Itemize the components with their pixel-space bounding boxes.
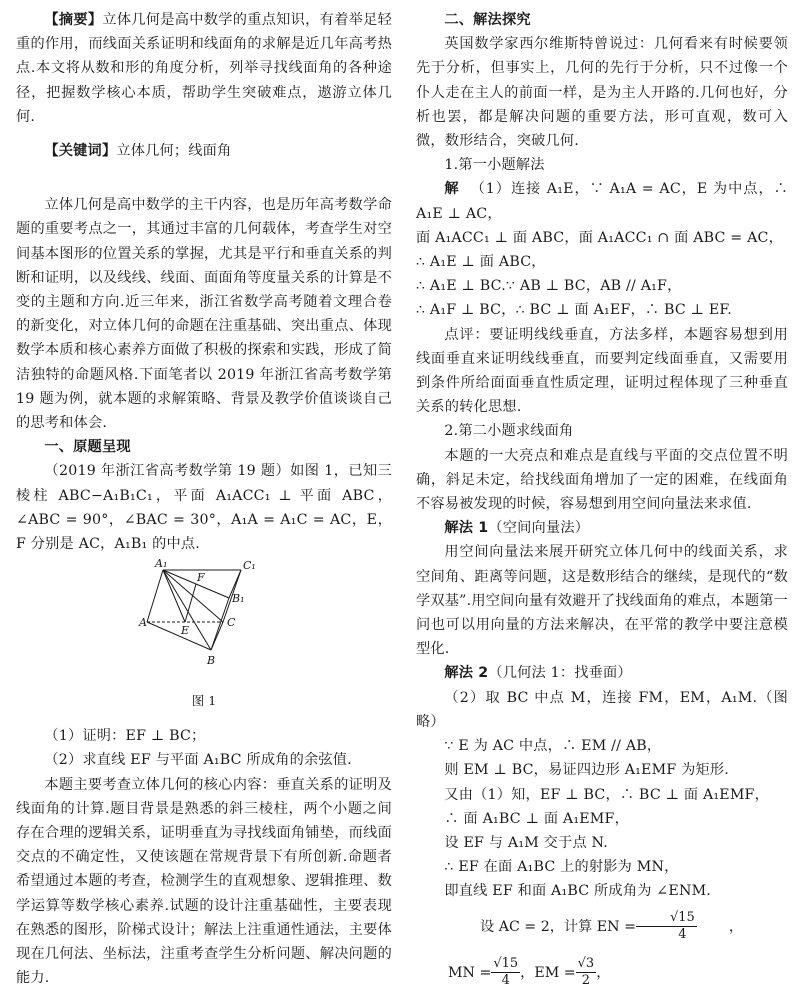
edge-a1a — [147, 570, 163, 622]
abstract-label: 【摘要】 — [44, 12, 103, 28]
method1-title: （空间向量法） — [488, 520, 590, 537]
analysis-paragraph: 本题主要考查立体几何的核心内容：垂直关系的证明及线面角的计算.题目背景是熟悉的斜三棱柱，两个小题之间存在合理的逻辑关系，证明垂直为寻找线面角铺垫，而线面交点的不确定性，又使该题在常规背景下有所创新.命题者希望通过本题的考查，检测学生的直观想象、逻辑推理、数学运算等数学核心素养.试题的设计注重基础性，主要表现在熟悉的图形，阶梯式设计；解法上注重通性通法，主要体现在几何法、坐标法，注重考查学生分析问题、解决问题的能力. — [16, 776, 392, 987]
solution-line-5: ∴ A₁F ⊥ BC，∴ BC ⊥ 面 A₁EF，∴ BC ⊥ EF. — [416, 302, 732, 319]
calc2-fraction-1 — [491, 956, 520, 989]
section1-heading: 一、原题呈现 — [44, 439, 131, 456]
solution-line-3: ∴ A₁E ⊥ 面 ABC， — [416, 254, 546, 271]
abstract-text: 立体几何是高中数学的重点知识，有着举足轻重的作用，而线面关系证明和线面角的求解是近几年高考热点.本文将从数和形的角度分析，列举寻找线面角的各种途径，把握数学核心本质，帮助学生突破难点，遨游立体几何. — [16, 12, 392, 125]
solution-line-4: ∴ A₁E ⊥ BC.∵ AB ⊥ BC，AB // A₁F， — [416, 278, 682, 295]
calc-line-1 — [416, 904, 788, 950]
method2-line-1: （2）取 BC 中点 M，连接 FM，EM，A₁M.（图略） — [416, 689, 788, 730]
keywords-label: 【关键词】 — [44, 143, 117, 160]
calc2-suffix: ， — [596, 964, 611, 981]
calc2-denominator-1: 4 — [501, 973, 510, 989]
quote-paragraph: 英国数学家西尔维斯特曾说过：几何看来有时候要领先于分析，但事实上，几何的先行于分析，只不过像一个仆人走在主人的前面一样，是为主人开路的.几何也好，分析也罢，都是解决问题的重要方法，形可直观，数可入微，数形结合，突破几何. — [416, 36, 788, 150]
method2-line-4: 又由（1）知，EF ⊥ BC，∴ BC ⊥ 面 A₁EMF， — [444, 786, 769, 803]
figure-1 — [16, 557, 392, 710]
edge-ab — [147, 622, 211, 650]
abstract — [16, 8, 392, 129]
calc1-suffix: ， — [728, 918, 744, 935]
sub2-paragraph: 本题的一大亮点和难点是直线与平面的交点位置不明确，斜足未定，给找线面角增加了一定的困难，在线面角不容易被发现的时候，容易想到用空间向量法来求值. — [416, 447, 788, 513]
solution-label: 解 — [444, 181, 460, 198]
calc2-mid: ，EM = — [520, 964, 576, 981]
method2-line-7: ∴ EF 在面 A₁BC 上的射影为 MN， — [444, 859, 679, 876]
calc2-numerator-2: √3 — [577, 956, 595, 972]
sub1-heading: 1.第一小题解法 — [444, 157, 545, 174]
calc2-prefix: MN = — [448, 964, 492, 981]
prism-diagram — [139, 557, 271, 678]
label-c: C — [227, 616, 236, 630]
method2-heading — [416, 661, 788, 685]
method2-line-3: 则 EM ⊥ BC，易证四边形 A₁EMF 为矩形. — [444, 762, 729, 779]
right-column — [416, 8, 788, 996]
question-1: （1）证明：EF ⊥ BC； — [44, 728, 206, 745]
calc2-denominator-2: 2 — [581, 973, 591, 989]
keywords — [16, 139, 392, 163]
sub2-heading: 2.第二小题求线面角 — [444, 423, 574, 440]
label-f: F — [197, 571, 205, 585]
left-column — [16, 8, 392, 991]
solution-step-1: （1）连接 A₁E，∵ A₁A = AC，E 为中点，∴ A₁E ⊥ AC， — [416, 181, 789, 222]
calc1-fraction — [636, 910, 697, 943]
method2-label: 解法 2 — [444, 665, 489, 682]
calc2-numerator-1: √15 — [493, 956, 519, 972]
label-c1: C₁ — [243, 559, 256, 573]
method1-label: 解法 1 — [444, 520, 489, 537]
keywords-text: 立体几何；线面角 — [116, 143, 232, 160]
label-b: B — [207, 654, 216, 668]
calc1-numerator: √15 — [636, 910, 697, 927]
label-b1: B₁ — [232, 592, 245, 606]
question-2: （2）求直线 EF 与平面 A₁BC 所成角的余弦值. — [44, 752, 352, 769]
calc1-prefix: 设 AC = 2，计算 EN = — [480, 918, 636, 935]
solution-line-1 — [416, 177, 788, 225]
method2-title: （几何法 1：找垂面） — [488, 665, 632, 682]
problem-statement: （2019 年浙江省高考数学第 19 题）如图 1，已知三棱柱 ABC−A₁B₁C₁，平面 A₁ACC₁ ⊥ 平面 ABC，∠ABC = 90°，∠BAC = 30°，A₁A = A₁C = AC，E，F 分别是 AC，A₁B₁ 的中点. — [16, 463, 392, 553]
figure-caption: 图 1 — [191, 693, 217, 709]
method2-line-2: ∵ E 为 AC 中点，∴ EM // AB， — [444, 738, 662, 755]
label-a: A — [139, 616, 147, 630]
method1-heading — [416, 516, 788, 540]
method2-line-8: 即直线 EF 和面 A₁BC 所成角为 ∠ENM. — [444, 883, 712, 900]
comment-paragraph: 点评：要证明线线垂直，方法多样，本题容易想到用线面垂直来证明线线垂直，而要判定线面垂直，又需要用到条件所给面面垂直性质定理，证明过程体现了三种垂直关系的转化思想. — [416, 326, 788, 416]
edge-cb — [211, 622, 223, 650]
label-a1: A₁ — [155, 557, 168, 571]
method1-paragraph: 用空间向量法来展开研究立体几何中的线面关系，求空间角、距离等问题，这是数形结合的继续，是现代的“数学双基”.用空间向量有效避开了找线面角的难点，本题第一问也可以用向量的方法来解决，在平常的教学中要注意模型化. — [416, 544, 788, 658]
calc-line-2 — [416, 950, 788, 996]
method2-line-6: 设 EF 与 A₁M 交于点 N. — [444, 834, 608, 851]
label-e: E — [181, 624, 190, 638]
method2-line-5: ∴ 面 A₁BC ⊥ 面 A₁EMF， — [444, 810, 629, 827]
section2-heading: 二、解法探究 — [444, 12, 531, 28]
solution-line-2: 面 A₁ACC₁ ⊥ 面 ABC，面 A₁ACC₁ ∩ 面 ABC = AC， — [416, 229, 783, 246]
calc2-fraction-2 — [576, 956, 597, 989]
calc1-denominator: 4 — [678, 927, 687, 943]
intro-paragraph: 立体几何是高中数学的主干内容，也是历年高考数学命题的重要考点之一，其通过丰富的几何载体，考查学生对空间基本图形的位置关系的掌握，尤其是平行和垂直关系的判断和证明，以及线线、线面、面面角等度量关系的计算是不变的主题和方向.近三年来，浙江省数学高考随着文理合卷的新变化，对立体几何的命题在注重基础、突出重点、体现数学本质和核心素养方面做了积极的探索和实践，形成了简洁独特的命题风格.下面笔者以 2019 年浙江省高考数学第 19 题为例，就本题的求解策略、背景及教学价值谈谈自己的思考和体会. — [16, 197, 392, 432]
